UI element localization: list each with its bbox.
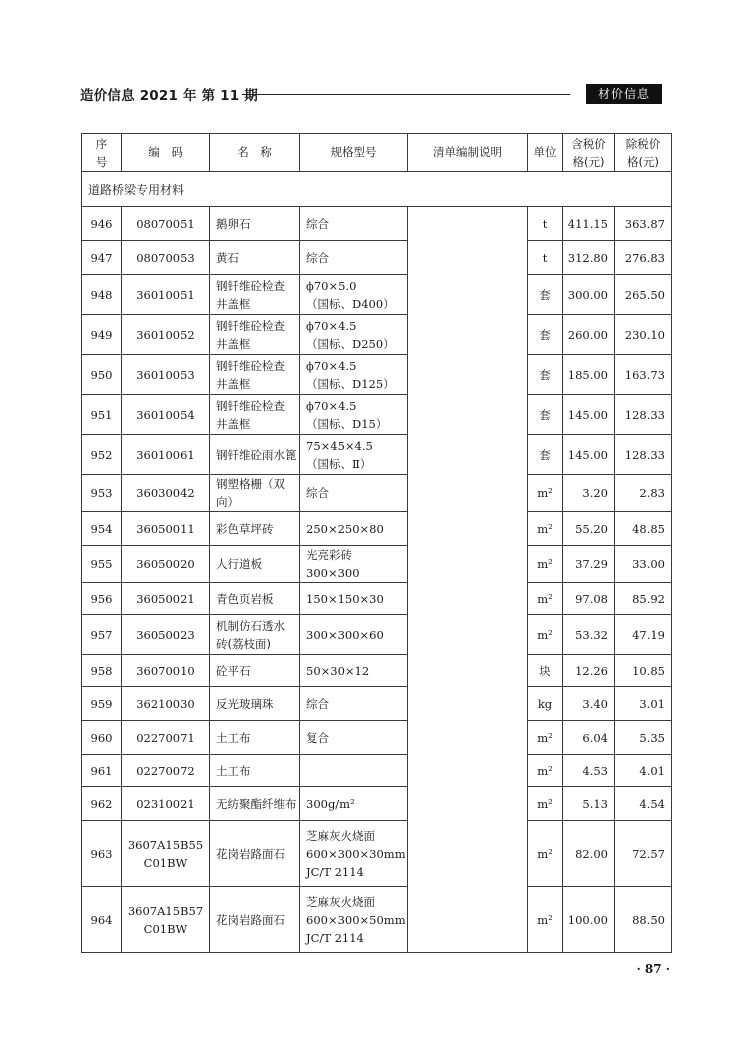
item-name: 机制仿石透水 砖(荔枝面)	[210, 615, 300, 655]
item-price-tax: 145.00	[563, 435, 615, 475]
item-code: 36010061	[122, 435, 210, 475]
item-price-notax: 128.33	[615, 395, 672, 435]
item-price-tax: 12.26	[563, 655, 615, 687]
item-code: 36010052	[122, 315, 210, 355]
publication-title: 造价信息 2021 年 第 11 期	[80, 88, 258, 104]
item-unit: 套	[528, 315, 563, 355]
item-name: 反光玻璃珠	[210, 687, 300, 721]
item-code: 36010053	[122, 355, 210, 395]
item-price-tax: 260.00	[563, 315, 615, 355]
item-code: 3607A15B57 C01BW	[122, 887, 210, 953]
item-unit: m²	[528, 546, 563, 583]
item-code: 08070053	[122, 241, 210, 275]
table-row	[82, 655, 672, 687]
item-price-notax: 276.83	[615, 241, 672, 275]
item-unit: 套	[528, 435, 563, 475]
item-spec: 综合	[300, 475, 408, 512]
item-unit: m²	[528, 583, 563, 615]
item-price-tax: 37.29	[563, 546, 615, 583]
item-spec	[300, 755, 408, 787]
item-name: 黄石	[210, 241, 300, 275]
item-name: 彩色草坪砖	[210, 512, 300, 546]
item-name: 钢钎维砼检查 井盖框	[210, 395, 300, 435]
item-price-tax: 53.32	[563, 615, 615, 655]
item-no: 946	[82, 207, 122, 241]
item-name: 砼平石	[210, 655, 300, 687]
item-name: 花岗岩路面石	[210, 887, 300, 953]
item-spec: 综合	[300, 687, 408, 721]
page-number: · 87 ·	[636, 962, 670, 976]
item-price-notax: 3.01	[615, 687, 672, 721]
item-no: 964	[82, 887, 122, 953]
item-unit: m²	[528, 755, 563, 787]
header-rule	[242, 94, 570, 95]
item-price-tax: 411.15	[563, 207, 615, 241]
table-row	[82, 546, 672, 583]
table-row	[82, 435, 672, 475]
item-spec: 光亮彩砖 300×300	[300, 546, 408, 583]
item-unit: m²	[528, 721, 563, 755]
item-name: 钢钎维砼检查 井盖框	[210, 275, 300, 315]
item-no: 952	[82, 435, 122, 475]
item-note	[408, 207, 528, 953]
item-no: 954	[82, 512, 122, 546]
item-name: 青色页岩板	[210, 583, 300, 615]
item-price-notax: 47.19	[615, 615, 672, 655]
item-price-notax: 33.00	[615, 546, 672, 583]
item-code: 36050020	[122, 546, 210, 583]
item-no: 955	[82, 546, 122, 583]
item-price-tax: 97.08	[563, 583, 615, 615]
item-price-notax: 72.57	[615, 821, 672, 887]
item-code: 36050011	[122, 512, 210, 546]
col-header-note: 清单编制说明	[408, 134, 528, 172]
item-no: 957	[82, 615, 122, 655]
item-unit: t	[528, 241, 563, 275]
item-unit: 套	[528, 355, 563, 395]
item-price-notax: 4.01	[615, 755, 672, 787]
category-row	[82, 172, 672, 207]
table-row	[82, 512, 672, 546]
col-header-spec: 规格型号	[300, 134, 408, 172]
table-row	[82, 721, 672, 755]
table-row	[82, 755, 672, 787]
item-price-notax: 48.85	[615, 512, 672, 546]
table-header-row	[82, 134, 672, 172]
item-spec: 芝麻灰火烧面 600×300×50mm JC/T 2114	[300, 887, 408, 953]
table-row	[82, 275, 672, 315]
item-unit: kg	[528, 687, 563, 721]
item-price-notax: 230.10	[615, 315, 672, 355]
item-price-notax: 88.50	[615, 887, 672, 953]
item-price-notax: 10.85	[615, 655, 672, 687]
item-name: 人行道板	[210, 546, 300, 583]
item-unit: m²	[528, 475, 563, 512]
item-code: 36010054	[122, 395, 210, 435]
item-code: 36210030	[122, 687, 210, 721]
item-price-tax: 55.20	[563, 512, 615, 546]
item-unit: m²	[528, 787, 563, 821]
item-name: 钢钎维砼检查 井盖框	[210, 315, 300, 355]
item-spec: 综合	[300, 241, 408, 275]
item-spec: 150×150×30	[300, 583, 408, 615]
item-name: 钢钎维砼雨水篦	[210, 435, 300, 475]
item-code: 36030042	[122, 475, 210, 512]
col-header-price-tax: 含税价 格(元)	[563, 134, 615, 172]
section-tag: 材价信息	[586, 84, 662, 104]
table-row	[82, 355, 672, 395]
item-no: 960	[82, 721, 122, 755]
item-unit: 套	[528, 275, 563, 315]
item-spec: ϕ70×4.5 （国标、D15）	[300, 395, 408, 435]
item-unit: m²	[528, 512, 563, 546]
col-header-unit: 单位	[528, 134, 563, 172]
col-header-price-notax: 除税价 格(元)	[615, 134, 672, 172]
table-row	[82, 241, 672, 275]
item-code: 3607A15B55 C01BW	[122, 821, 210, 887]
item-price-tax: 3.40	[563, 687, 615, 721]
item-price-notax: 85.92	[615, 583, 672, 615]
item-unit: t	[528, 207, 563, 241]
item-price-tax: 312.80	[563, 241, 615, 275]
table-row	[82, 787, 672, 821]
item-no: 951	[82, 395, 122, 435]
table-row	[82, 395, 672, 435]
col-header-no: 序 号	[82, 134, 122, 172]
item-price-notax: 265.50	[615, 275, 672, 315]
table-row	[82, 615, 672, 655]
item-price-notax: 128.33	[615, 435, 672, 475]
item-unit: m²	[528, 615, 563, 655]
item-no: 950	[82, 355, 122, 395]
item-price-notax: 363.87	[615, 207, 672, 241]
item-spec: 50×30×12	[300, 655, 408, 687]
item-unit: 套	[528, 395, 563, 435]
item-spec: ϕ70×5.0 （国标、D400）	[300, 275, 408, 315]
item-price-tax: 100.00	[563, 887, 615, 953]
page-header	[80, 84, 662, 106]
item-unit: m²	[528, 821, 563, 887]
item-spec: 芝麻灰火烧面 600×300×30mm JC/T 2114	[300, 821, 408, 887]
table-row	[82, 207, 672, 241]
item-price-tax: 300.00	[563, 275, 615, 315]
item-spec: 250×250×80	[300, 512, 408, 546]
price-table	[81, 133, 672, 953]
item-no: 949	[82, 315, 122, 355]
table-row	[82, 583, 672, 615]
item-price-tax: 3.20	[563, 475, 615, 512]
item-spec: 75×45×4.5 （国标、Ⅱ）	[300, 435, 408, 475]
item-spec: 综合	[300, 207, 408, 241]
item-no: 948	[82, 275, 122, 315]
table-row	[82, 821, 672, 887]
item-no: 958	[82, 655, 122, 687]
item-no: 953	[82, 475, 122, 512]
item-name: 花岗岩路面石	[210, 821, 300, 887]
item-unit: m²	[528, 887, 563, 953]
item-code: 02270071	[122, 721, 210, 755]
item-code: 08070051	[122, 207, 210, 241]
item-price-notax: 2.83	[615, 475, 672, 512]
item-code: 36010051	[122, 275, 210, 315]
table-row	[82, 887, 672, 953]
item-no: 961	[82, 755, 122, 787]
item-code: 02310021	[122, 787, 210, 821]
table-row	[82, 475, 672, 512]
item-price-notax: 4.54	[615, 787, 672, 821]
item-name: 钢钎维砼检查 井盖框	[210, 355, 300, 395]
item-price-tax: 6.04	[563, 721, 615, 755]
item-price-notax: 5.35	[615, 721, 672, 755]
item-code: 36050021	[122, 583, 210, 615]
item-price-notax: 163.73	[615, 355, 672, 395]
item-price-tax: 82.00	[563, 821, 615, 887]
item-no: 959	[82, 687, 122, 721]
item-unit: 块	[528, 655, 563, 687]
item-price-tax: 4.53	[563, 755, 615, 787]
item-name: 鹅卵石	[210, 207, 300, 241]
table-row	[82, 315, 672, 355]
item-name: 土工布	[210, 721, 300, 755]
item-code: 02270072	[122, 755, 210, 787]
item-price-tax: 145.00	[563, 395, 615, 435]
col-header-code: 编 码	[122, 134, 210, 172]
item-no: 947	[82, 241, 122, 275]
item-name: 钢塑格栅（双向）	[210, 475, 300, 512]
col-header-name: 名 称	[210, 134, 300, 172]
item-code: 36050023	[122, 615, 210, 655]
item-spec: 300×300×60	[300, 615, 408, 655]
item-spec: 复合	[300, 721, 408, 755]
item-no: 962	[82, 787, 122, 821]
item-spec: ϕ70×4.5 （国标、D250）	[300, 315, 408, 355]
item-name: 土工布	[210, 755, 300, 787]
table-row	[82, 687, 672, 721]
item-spec: 300g/m²	[300, 787, 408, 821]
item-price-tax: 185.00	[563, 355, 615, 395]
item-code: 36070010	[122, 655, 210, 687]
category-label: 道路桥梁专用材料	[82, 172, 672, 207]
item-no: 956	[82, 583, 122, 615]
item-no: 963	[82, 821, 122, 887]
item-price-tax: 5.13	[563, 787, 615, 821]
item-spec: ϕ70×4.5 （国标、D125）	[300, 355, 408, 395]
item-name: 无纺聚酯纤维布	[210, 787, 300, 821]
